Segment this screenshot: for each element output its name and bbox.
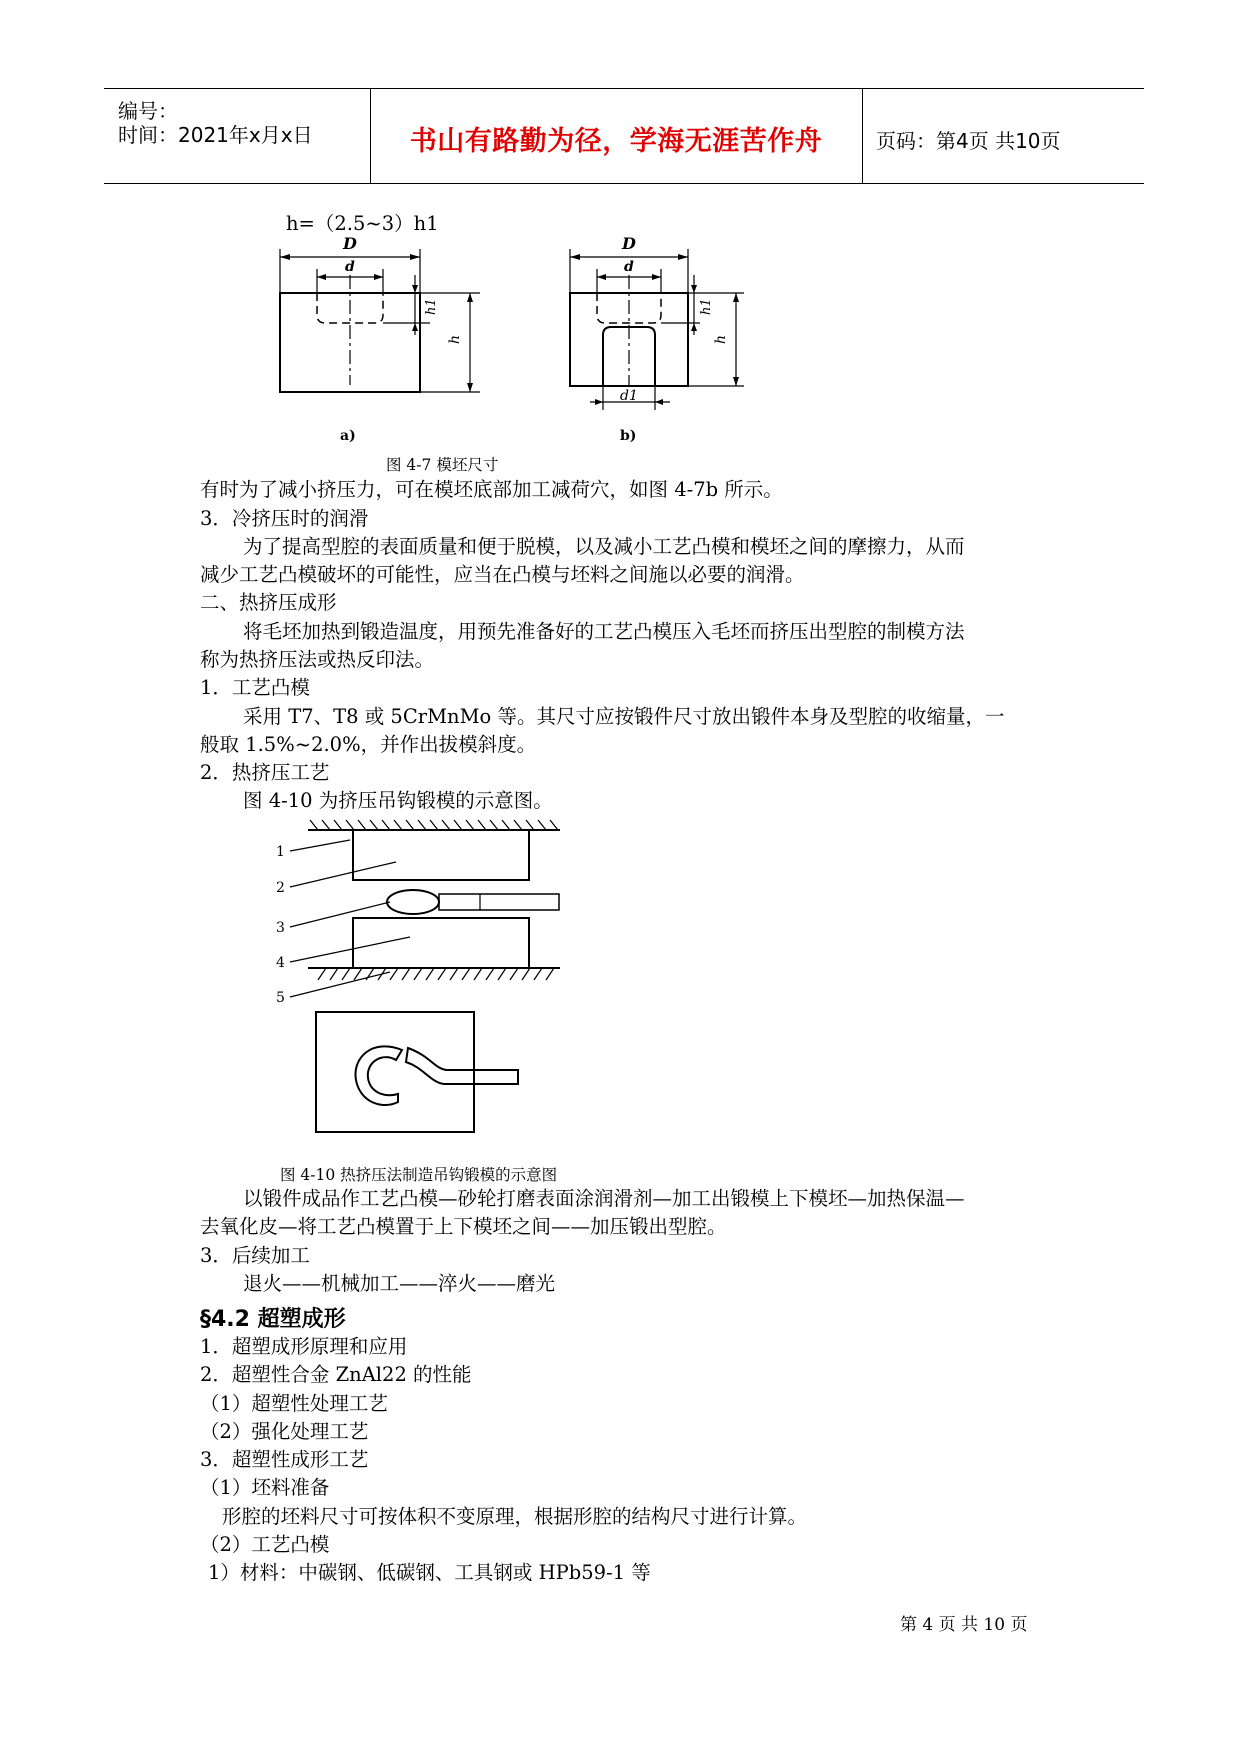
fig-label-4: 4 bbox=[276, 955, 285, 971]
label-b: b) bbox=[620, 428, 637, 444]
hook-cavity-shank bbox=[406, 1048, 518, 1084]
paragraph-process-2: 去氧化皮—将工艺凸模置于上下模坯之间——加压锻出型腔。 bbox=[200, 1215, 727, 1238]
top-hatching bbox=[310, 820, 558, 830]
paragraph-lubrication-1: 为了提高型腔的表面质量和便于脱模，以及减小工艺凸模和模坯之间的摩擦力，从而 bbox=[243, 535, 965, 558]
item-process-punch: （2）工艺凸模 bbox=[200, 1533, 330, 1556]
paragraph-post-processing: 退火——机械加工——淬火——磨光 bbox=[243, 1272, 556, 1295]
paragraph-hot-extrusion-1: 将毛坯加热到锻造温度，用预先准备好的工艺凸模压入毛坯而挤压出型腔的制模方法 bbox=[243, 620, 965, 643]
paragraph-lubrication-2: 减少工艺凸模破坏的可能性，应当在凸模与坯料之间施以必要的润滑。 bbox=[200, 563, 805, 586]
label-h1-b: h1 bbox=[699, 298, 714, 315]
upper-die-block bbox=[353, 830, 529, 880]
number-label: 编号： bbox=[118, 99, 178, 123]
page-header bbox=[104, 88, 1144, 184]
label-d-b: d bbox=[624, 259, 634, 275]
heading-process-punch: 1．工艺凸模 bbox=[200, 676, 310, 699]
paragraph-punch-1: 采用 T7、T8 或 5CrMnMo 等。其尺寸应按锻件尺寸放出锻件本身及型腔的收缩量，一 bbox=[243, 705, 1005, 728]
fig-label-5: 5 bbox=[276, 990, 285, 1006]
fig-label-3: 3 bbox=[276, 920, 285, 936]
paragraph-figure-ref: 图 4-10 为挤压吊钩锻模的示意图。 bbox=[243, 789, 553, 812]
hook-forging bbox=[387, 890, 439, 914]
item-blank-prep: （1）坯料准备 bbox=[200, 1476, 330, 1499]
figure-b-die-blank bbox=[570, 249, 744, 410]
hook-cavity-outer bbox=[355, 1046, 402, 1105]
label-d-a: d bbox=[345, 259, 355, 275]
label-h-a: h bbox=[447, 334, 463, 344]
bottom-hatching bbox=[318, 968, 554, 980]
figure-4-7-caption: 图 4-7 模坯尺寸 bbox=[386, 456, 499, 474]
figure-a-die-blank bbox=[280, 249, 480, 392]
page-info: 页码：第4页 共10页 bbox=[876, 129, 1061, 153]
label-d1-b: d1 bbox=[620, 388, 638, 404]
header-middle-cell bbox=[370, 89, 863, 183]
item-materials: 1）材料：中碳钢、低碳钢、工具钢或 HPb59-1 等 bbox=[208, 1561, 651, 1584]
figure-4-7 bbox=[260, 235, 800, 450]
formula: h=（2.5~3）h1 bbox=[286, 212, 439, 235]
fig-label-1: 1 bbox=[276, 844, 285, 860]
die-plan-view bbox=[316, 1012, 474, 1132]
item-forming-process: 3．超塑性成形工艺 bbox=[200, 1448, 369, 1471]
label-h-b: h bbox=[713, 334, 729, 344]
time-label: 时间：2021年x月x日 bbox=[118, 123, 313, 147]
item-alloy-properties: 2．超塑性合金 ZnAl22 的性能 bbox=[200, 1363, 472, 1386]
item-strengthening: （2）强化处理工艺 bbox=[200, 1420, 369, 1443]
header-left-cell bbox=[104, 89, 371, 183]
item-principle: 1．超塑成形原理和应用 bbox=[200, 1335, 408, 1358]
heading-post-processing: 3．后续加工 bbox=[200, 1244, 310, 1267]
heading-hot-extrusion: 二、热挤压成形 bbox=[200, 591, 337, 614]
hook-shank bbox=[439, 894, 559, 910]
label-D-b: D bbox=[622, 235, 636, 253]
header-right-cell bbox=[862, 89, 1144, 183]
fig-label-2: 2 bbox=[276, 880, 285, 896]
paragraph-hot-extrusion-2: 称为热挤压法或热反印法。 bbox=[200, 648, 435, 671]
heading-hot-extrusion-process: 2．热挤压工艺 bbox=[200, 761, 330, 784]
header-motto: 书山有路勤为径，学海无涯苦作舟 bbox=[409, 126, 823, 157]
figure-4-10-caption: 图 4-10 热挤压法制造吊钩锻模的示意图 bbox=[280, 1166, 558, 1184]
label-a: a) bbox=[340, 428, 356, 444]
paragraph-punch-2: 般取 1.5%~2.0%，并作出拔模斜度。 bbox=[200, 733, 537, 756]
label-D-a: D bbox=[343, 235, 357, 253]
paragraph-process-1: 以锻件成品作工艺凸模—砂轮打磨表面涂润滑剂—加工出锻模上下模坯—加热保温— bbox=[243, 1187, 965, 1210]
section-title: §4.2 超塑成形 bbox=[200, 1307, 346, 1332]
figure-4-10 bbox=[270, 812, 590, 1162]
item-superplastic-treatment: （1）超塑性处理工艺 bbox=[200, 1392, 388, 1415]
paragraph-relief-hole: 有时为了减小挤压力，可在模坯底部加工减荷穴，如图 4-7b 所示。 bbox=[200, 478, 783, 501]
label-h1-a: h1 bbox=[424, 298, 439, 315]
heading-lubrication: 3．冷挤压时的润滑 bbox=[200, 507, 369, 530]
page-footer: 第 4 页 共 10 页 bbox=[900, 1615, 1028, 1635]
paragraph-blank-size: 形腔的坯料尺寸可按体积不变原理，根据形腔的结构尺寸进行计算。 bbox=[222, 1505, 808, 1528]
